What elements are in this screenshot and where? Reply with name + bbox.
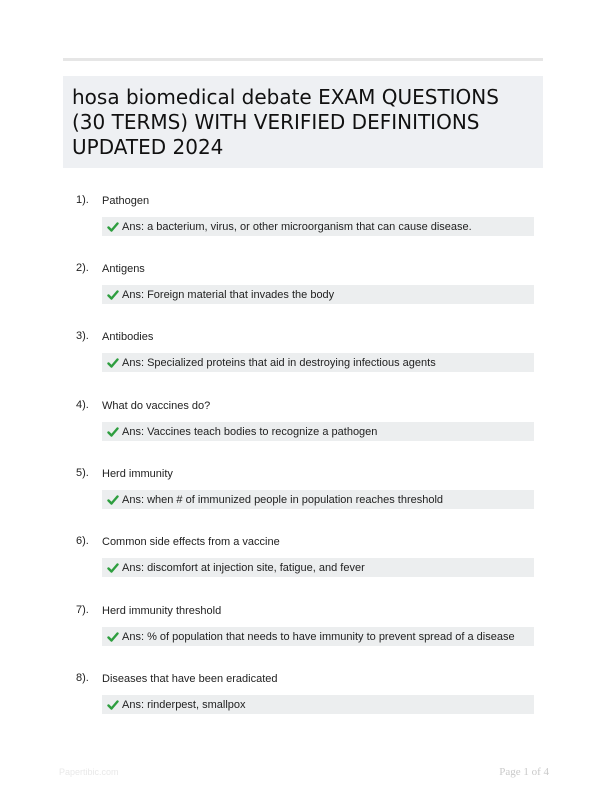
- answer-text: Ans: discomfort at injection site, fatigue, and fever: [122, 561, 365, 574]
- check-icon: [107, 221, 119, 233]
- question-text: Pathogen: [102, 195, 150, 207]
- answer-box: [102, 490, 534, 509]
- qa-item: [0, 398, 606, 458]
- qa-item: [0, 193, 606, 253]
- answer-text: Ans: Foreign material that invades the body: [122, 288, 335, 301]
- item-number: 4).: [76, 399, 89, 411]
- item-number: 8).: [76, 672, 89, 684]
- qa-item: [0, 261, 606, 321]
- answer-text: Ans: when # of immunized people in population reaches threshold: [122, 493, 444, 506]
- qa-item: [0, 466, 606, 526]
- page-indicator: Page 1 of 4: [499, 766, 549, 778]
- question-text: Herd immunity: [102, 468, 173, 480]
- answer-box: [102, 422, 534, 441]
- answer-box: [102, 695, 534, 714]
- check-icon: [107, 289, 119, 301]
- check-icon: [107, 631, 119, 643]
- item-number: 7).: [76, 604, 89, 616]
- item-number: 1).: [76, 194, 89, 206]
- answer-text: Ans: rinderpest, smallpox: [122, 698, 246, 711]
- question-text: Antibodies: [102, 331, 154, 343]
- qa-item: [0, 329, 606, 389]
- answer-text: Ans: Specialized proteins that aid in destroying infectious agents: [122, 356, 436, 369]
- check-icon: [107, 426, 119, 438]
- question-text: Diseases that have been eradicated: [102, 673, 278, 685]
- check-icon: [107, 699, 119, 711]
- watermark: Papertibic.com: [59, 767, 119, 777]
- check-icon: [107, 357, 119, 369]
- item-number: 2).: [76, 262, 89, 274]
- item-number: 3).: [76, 330, 89, 342]
- answer-box: [102, 627, 534, 646]
- question-text: Common side effects from a vaccine: [102, 536, 280, 548]
- answer-box: [102, 353, 534, 372]
- answer-box: [102, 217, 534, 236]
- answer-text: Ans: a bacterium, virus, or other microorganism that can cause disease.: [122, 220, 472, 233]
- question-text: Herd immunity threshold: [102, 605, 222, 617]
- answer-box: [102, 285, 534, 304]
- qa-item: [0, 534, 606, 594]
- item-number: 5).: [76, 467, 89, 479]
- document-title: hosa biomedical debate EXAM QUESTIONS (30 TERMS) WITH VERIFIED DEFINITIONS UPDATED 2024: [72, 85, 499, 159]
- answer-box: [102, 558, 534, 577]
- qa-item: [0, 671, 606, 731]
- item-number: 6).: [76, 535, 89, 547]
- question-text: What do vaccines do?: [102, 400, 211, 412]
- check-icon: [107, 562, 119, 574]
- check-icon: [107, 494, 119, 506]
- question-text: Antigens: [102, 263, 145, 275]
- qa-item: [0, 603, 606, 663]
- answer-text: Ans: Vaccines teach bodies to recognize a pathogen: [122, 425, 378, 438]
- answer-text: Ans: % of population that needs to have immunity to prevent spread of a disease: [122, 630, 515, 643]
